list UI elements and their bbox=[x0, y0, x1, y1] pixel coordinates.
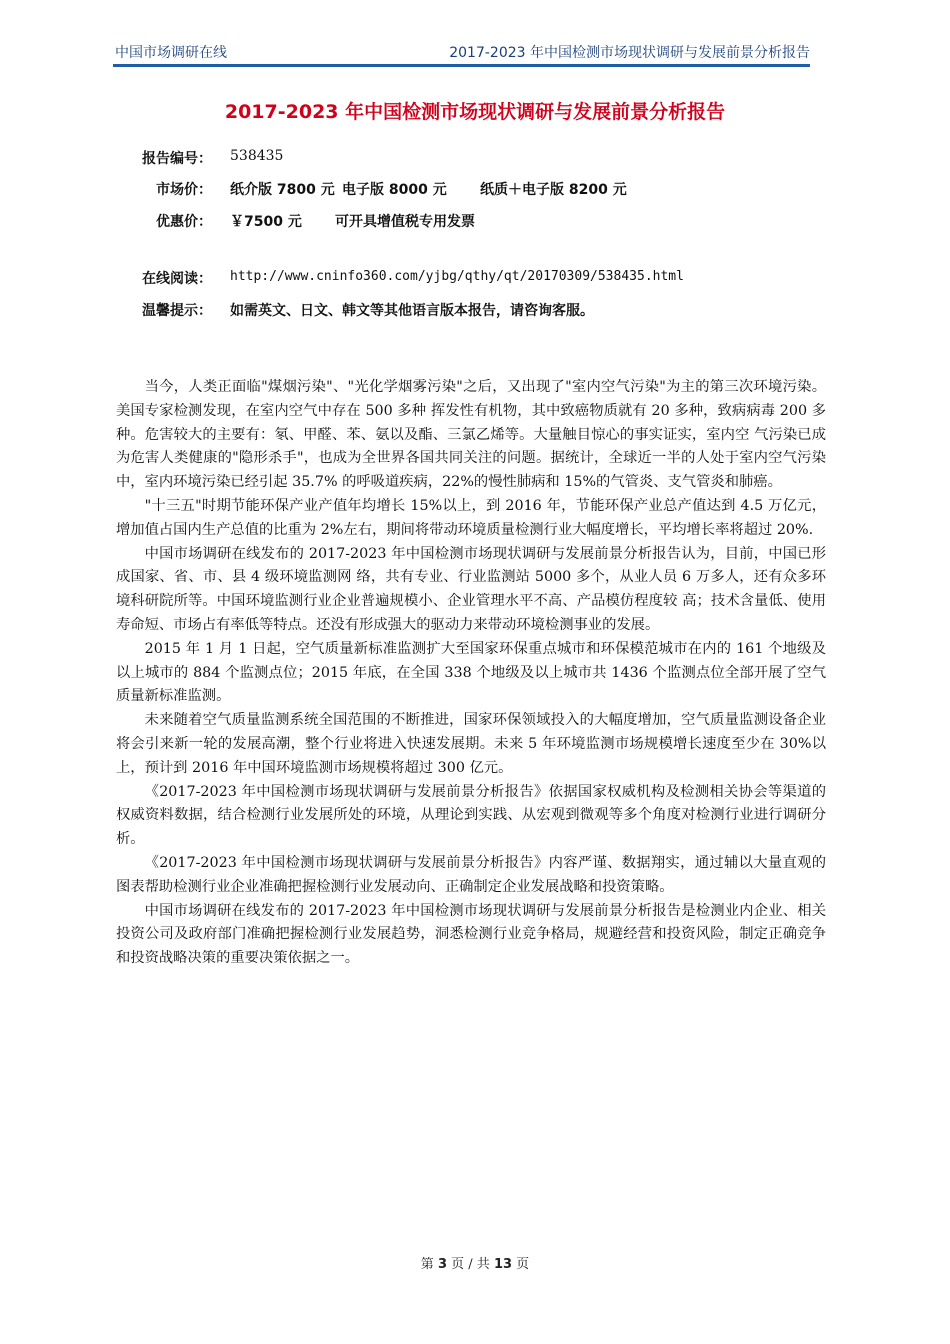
paragraph: 未来随着空气质量监测系统全国范围的不断推进，国家环保领域投入的大幅度增加，空气质量监测设备企业将会引来新一轮的发展高潮，整个行业将进入快速发展期。未来 5 年环境监测市场规模增长速度至少在 30%以上，预计到 2016 年中国环境监测市场规模将超过 300 亿元。 bbox=[116, 712, 826, 776]
online-url-link[interactable]: http://www.cninfo360.com/yjbg/qthy/qt/20170309/538435.html bbox=[230, 269, 684, 284]
price-electronic: 电子版 8000 元 bbox=[342, 182, 447, 198]
paragraph: "十三五"时期节能环保产业产值年均增长 15%以上，到 2016 年，节能环保产业总产值达到 4.5 万亿元，增加值占国内生产总值的比重为 2%左右，期间将带动环境质量检测行业大幅度增长，平均增长率将超过 20%. bbox=[116, 497, 826, 538]
online-label: 在线阅读： bbox=[142, 271, 212, 287]
paragraph: 当今，人类正面临"煤烟污染"、"光化学烟雾污染"之后，又出现了"室内空气污染"为主的第三次环境污染。美国专家检测发现，在室内空气中存在 500 多种 挥发性有机物，其中致癌物质就有 20 多种，致病病毒 200 多种。危害较大的主要有：氡、甲醛、苯、氨以及酯、三氯乙烯等。大量触目惊心的事实证实，室内空 气污染已成为危害人类健康的"隐形杀手"，也成为全世界各国共同关注的问题。据统计，全球近一半的人处于室内空气污染中，室内环境污染已经引起 35.7% 的呼吸道疾病，22%的慢性肺病和 15%的气管炎、支气管炎和肺癌。 bbox=[116, 379, 826, 491]
discount-label: 优惠价： bbox=[156, 214, 212, 230]
tip-label: 温馨提示： bbox=[142, 303, 212, 319]
paragraph: 《2017-2023 年中国检测市场现状调研与发展前景分析报告》内容严谨、数据翔实，通过辅以大量直观的图表帮助检测行业企业准确把握检测行业发展动向、正确制定企业发展战略和投资策略。 bbox=[116, 854, 826, 895]
price-paper: 纸介版 7800 元 bbox=[230, 182, 335, 198]
discount-price: ￥7500 元 bbox=[230, 214, 302, 230]
report-number-value: 538435 bbox=[230, 148, 284, 164]
price-combo: 纸质＋电子版 8200 元 bbox=[480, 182, 627, 198]
paragraph: 中国市场调研在线发布的 2017-2023 年中国检测市场现状调研与发展前景分析报告是检测业内企业、相关投资公司及政府部门准确把握检测行业发展趋势，洞悉检测行业竞争格局，规避经营和投资风险，制定正确竞争和投资战略决策的重要决策依据之一。 bbox=[116, 902, 826, 967]
footer-page-number: 3 bbox=[437, 1257, 447, 1272]
paragraph: 中国市场调研在线发布的 2017-2023 年中国检测市场现状调研与发展前景分析报告认为，目前，中国已形成国家、省、市、县 4 级环境监测网 络，共有专业、行业监测站 5000 多个，从业人员 6 万多人，还有众多环境科研院所等。中国环境监测行业企业普遍规模小、企业管理水平不高、产品模仿程度较 高；技术含量低、使用寿命短、市场占有率低等特点。还没有形成强大的驱动力来带动环境检测事业的发展。 bbox=[116, 545, 826, 633]
price-label: 市场价： bbox=[156, 182, 212, 198]
footer-suffix: 页 bbox=[516, 1257, 530, 1272]
report-number-label: 报告编号： bbox=[142, 151, 212, 167]
paragraph: 2015 年 1 月 1 日起，空气质量新标准监测扩大至国家环保重点城市和环保模范城市在内的 161 个地级及以上城市的 884 个监测点位；2015 年底，在全国 338 个地级及以上城市共 1436 个监测点位全部开展了空气质量新标准监测。 bbox=[116, 640, 826, 705]
page-footer bbox=[0, 1253, 950, 1272]
report-body bbox=[116, 376, 826, 971]
header-site-name: 中国市场调研在线 bbox=[115, 45, 227, 61]
report-title: 2017-2023 年中国检测市场现状调研与发展前景分析报告 bbox=[224, 101, 726, 123]
footer-middle: 页 / 共 bbox=[451, 1257, 490, 1272]
page-header bbox=[113, 40, 810, 67]
footer-prefix: 第 bbox=[420, 1257, 434, 1272]
tip-text: 如需英文、日文、韩文等其他语言版本报告，请咨询客服。 bbox=[230, 303, 594, 319]
paragraph: 《2017-2023 年中国检测市场现状调研与发展前景分析报告》依据国家权威机构及检测相关协会等渠道的权威资料数据，结合检测行业发展所处的环境，从理论到实践、从宏观到微观等多个角度对检测行业进行调研分析。 bbox=[116, 783, 826, 848]
header-report-title: 2017-2023 年中国检测市场现状调研与发展前景分析报告 bbox=[449, 45, 810, 61]
invoice-note: 可开具增值税专用发票 bbox=[335, 214, 475, 230]
footer-total-pages: 13 bbox=[493, 1257, 513, 1272]
